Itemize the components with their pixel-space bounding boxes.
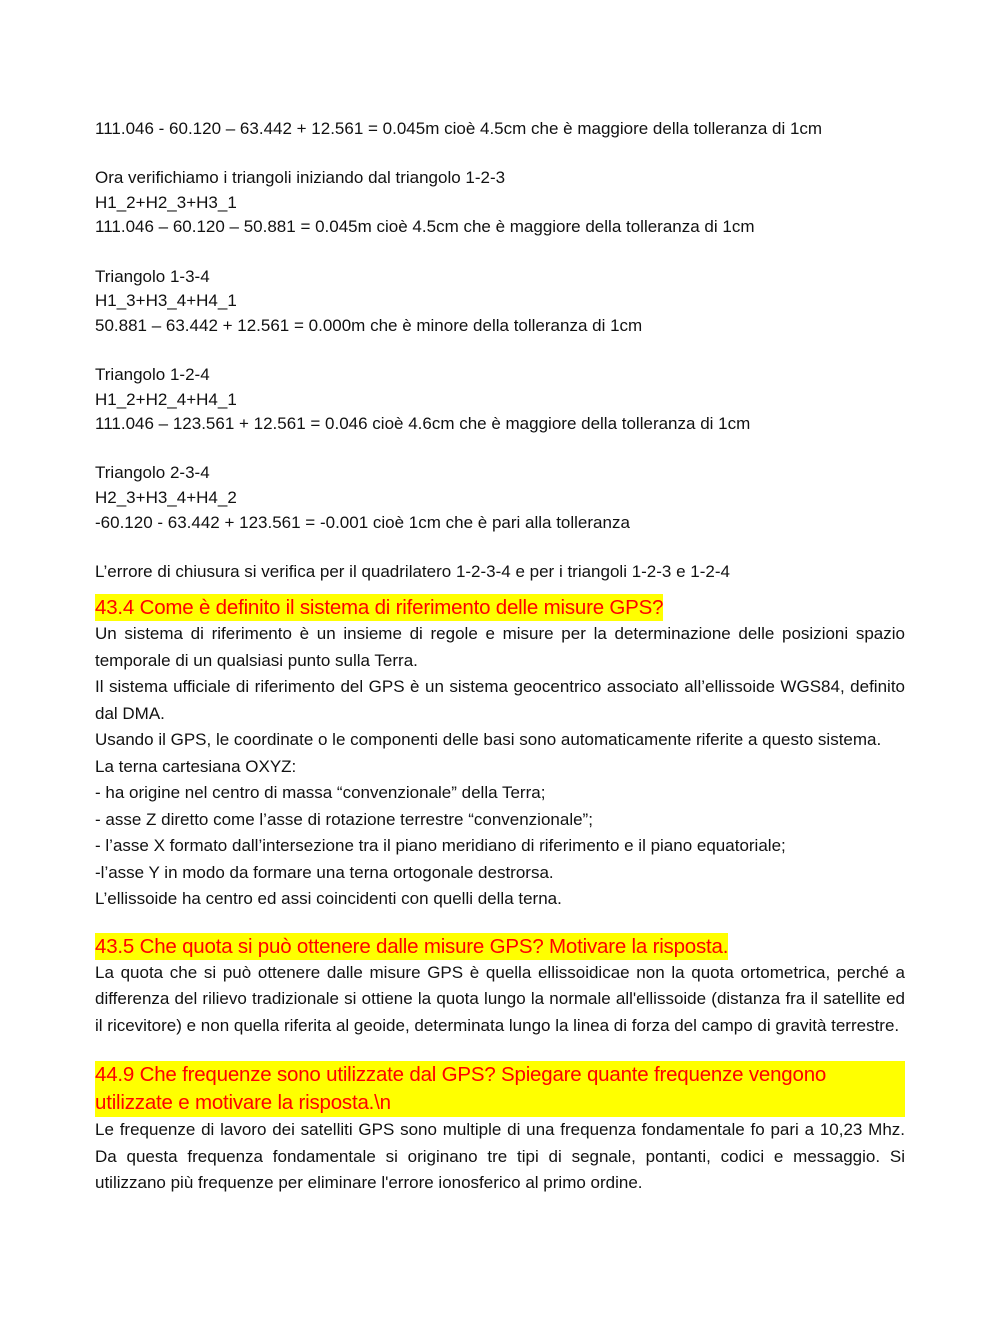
- list-item: - l’asse X formato dall’intersezione tra il piano meridiano di riferimento e il piano equatoriale;: [95, 836, 786, 856]
- answer-paragraph: Un sistema di riferimento è un insieme di regole e misure per la determinazione delle posizioni spazio temporale di un qualsiasi punto sulla Terra.: [95, 624, 905, 670]
- triangle-block: [95, 265, 905, 339]
- question-heading-text: 44.9 Che frequenze sono utilizzate dal GPS? Spiegare quante frequenze vengono utilizzate e motivare la risposta.\n: [95, 1063, 827, 1115]
- triangle-result: 50.881 – 63.442 + 12.561 = 0.000m che è minore della tolleranza di 1cm: [95, 315, 643, 335]
- list-item: -l’asse Y in modo da formare una terna ortogonale destrorsa.: [95, 862, 554, 882]
- triangle-block: [95, 461, 905, 535]
- question-heading-wrap: [95, 594, 905, 621]
- triangle-title: Triangolo 2-3-4: [95, 463, 210, 483]
- list-item: - ha origine nel centro di massa “convenzionale” della Terra;: [95, 783, 546, 803]
- answer-closing: L’ellissoide ha centro ed assi coincidenti con quelli della terna.: [95, 889, 562, 909]
- question-43-5-section: [95, 933, 905, 1040]
- list-intro: La terna cartesiana OXYZ:: [95, 756, 297, 776]
- question-heading-wrap: [95, 933, 905, 960]
- answer-paragraph: Usando il GPS, le coordinate o le componenti delle basi sono automaticamente riferite a questo sistema.: [95, 730, 882, 750]
- triangle-formula: H1_3+H3_4+H4_1: [95, 291, 237, 311]
- triangle-block: [95, 166, 905, 240]
- document-page: [95, 117, 905, 1197]
- question-heading: 43.4 Come è definito il sistema di riferimento delle misure GPS?: [95, 596, 664, 620]
- triangle-formula: H1_2+H2_3+H3_1: [95, 192, 237, 212]
- closure-conclusion: L’errore di chiusura si verifica per il quadrilatero 1-2-3-4 e per i triangoli 1-2-3 e 1-2-4: [95, 561, 730, 581]
- triangle-result: 111.046 – 60.120 – 50.881 = 0.045m cioè 4.5cm che è maggiore della tolleranza di 1cm: [95, 217, 755, 237]
- triangle-result: 111.046 – 123.561 + 12.561 = 0.046 cioè 4.6cm che è maggiore della tolleranza di 1cm: [95, 414, 751, 434]
- question-43-4-section: [95, 594, 905, 913]
- triangle-result: -60.120 - 63.442 + 123.561 = -0.001 cioè 1cm che è pari alla tolleranza: [95, 512, 630, 532]
- triangle-title: Triangolo 1-2-4: [95, 364, 210, 384]
- triangle-formula: H1_2+H2_4+H4_1: [95, 389, 237, 409]
- triangle-title: Ora verifichiamo i triangoli iniziando dal triangolo 1-2-3: [95, 168, 506, 188]
- question-44-9-section: [95, 1061, 905, 1197]
- question-heading: 43.5 Che quota si può ottenere dalle misure GPS? Motivare la risposta.: [95, 934, 729, 958]
- triangles-section: [95, 117, 905, 584]
- quadrilateral-check-line: 111.046 - 60.120 – 63.442 + 12.561 = 0.045m cioè 4.5cm che è maggiore della tolleranza di 1cm: [95, 119, 823, 138]
- answer-paragraph: Le frequenze di lavoro dei satelliti GPS sono multiple di una frequenza fondamentale fo pari a 10,23 Mhz. Da questa frequenza fondamentale si originano tre tipi di segnale, pontanti, codici e messaggio. Si utilizzano più frequenze per eliminare l'errore ionosferico al primo ordine.: [95, 1120, 905, 1193]
- answer-paragraph: La quota che si può ottenere dalle misure GPS è quella ellissoidicae non la quota ortometrica, perché a differenza del rilievo tradizionale si ottiene la quota lungo la normale all'ellissoide (distanza fra il satellite ed il ricevitore) e non quella riferita al geoide, determinata lungo la linea di forza del campo di gravità terrestre.: [95, 962, 905, 1035]
- triangle-title: Triangolo 1-3-4: [95, 266, 210, 286]
- list-item: - asse Z diretto come l’asse di rotazione terrestre “convenzionale”;: [95, 809, 593, 829]
- question-heading: [95, 1061, 905, 1117]
- triangle-formula: H2_3+H3_4+H4_2: [95, 487, 237, 507]
- answer-paragraph: Il sistema ufficiale di riferimento del GPS è un sistema geocentrico associato all’ellissoide WGS84, definito dal DMA.: [95, 677, 905, 723]
- triangle-block: [95, 363, 905, 437]
